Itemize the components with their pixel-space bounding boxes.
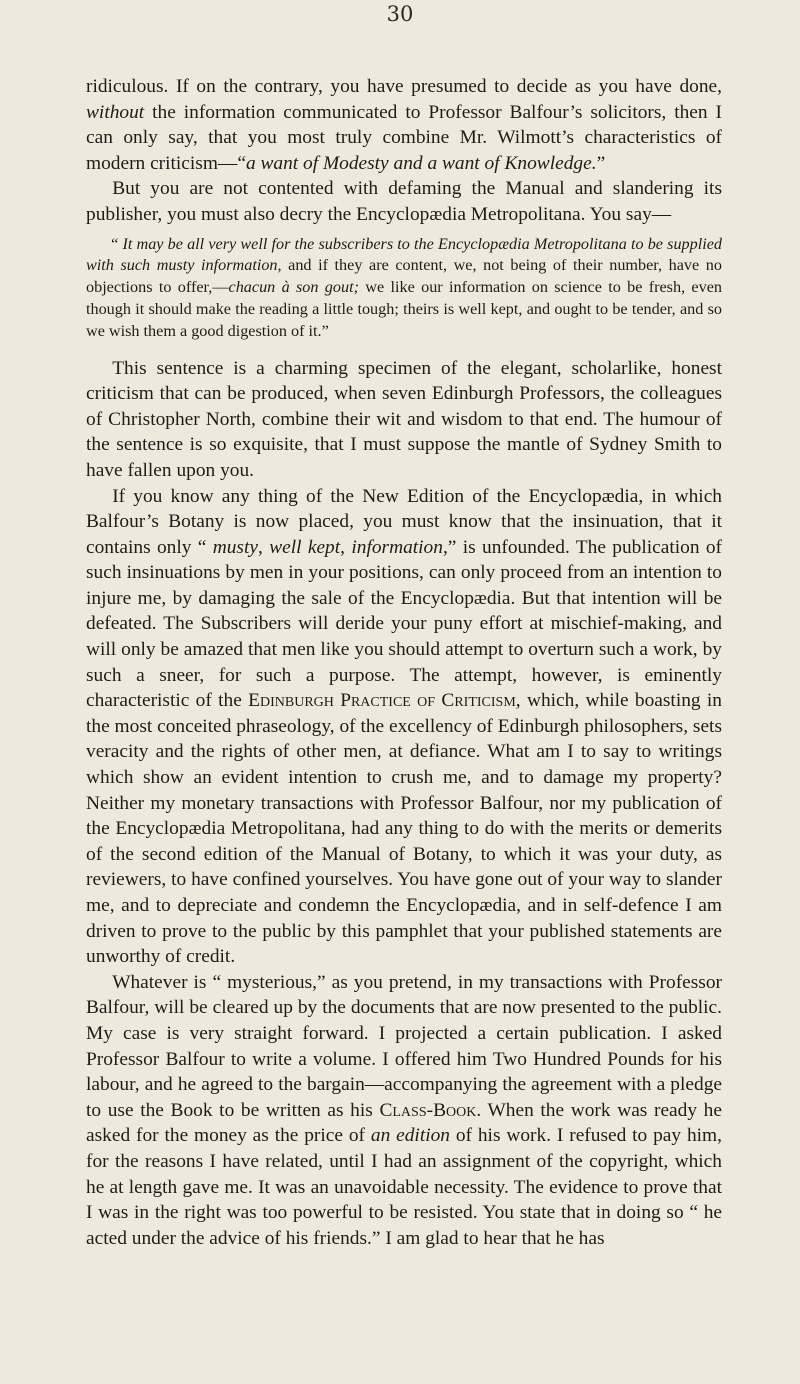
text-run: This sentence is a charming specimen of the elegant, scholarlike, honest criticism that can be produced, when seven Edinburgh Professors, the colleagues of Christopher North, combine their wit and wisdom to that end. The humour of the sentence is so exquisite, that I must suppose the mantle of Sydney Smith to have fallen upon you. bbox=[86, 357, 722, 481]
text-run: ” bbox=[596, 152, 606, 174]
text-run: , bbox=[257, 536, 270, 558]
text-run: and if they are content, we, not being of their number, have no objections to offer,— bbox=[86, 256, 722, 297]
italic-text: musty bbox=[212, 536, 258, 558]
small-caps-text: Edinburgh Practice of Criticism bbox=[248, 690, 516, 712]
body-text bbox=[86, 74, 722, 1251]
paragraph bbox=[86, 356, 722, 484]
italic-text: chacun à son gout; bbox=[228, 278, 359, 297]
page-number: 30 bbox=[386, 2, 414, 26]
text-run: ,” is unfounded. The publication of such insinuations by men in your positions, can only proceed from an intention to injure me, by damaging the sale of the Encyclopædia. But that intention will be defeated. The Subscribers will deride your puny effort at mischief-making, and will only be amazed that men like you should attempt to overturn such a work, by such a sneer, for such a purpose. The attempt, however, is eminently characteristic of the bbox=[86, 536, 723, 712]
italic-text: an edition bbox=[370, 1125, 450, 1147]
text-run: , which, while boasting in the most conceited phraseology, of the excellency of Edinburgh philosophers, sets veracity and the rights of other men, at defiance. What am I to say to writings which show an evident intention to crush me, and to damage my property? Neither my monetary transactions with Professor Balfour, nor my publication of the Encyclopædia Metropolitana, had any thing to do with the merits or demerits of the second edition of the Manual of Botany, to which it was your duty, as reviewers, to have confined yourselves. You have gone out of your way to slander me, and to depreciate and condemn the Encyclopædia, and in self-defence I am driven to prove to the public by this pamphlet that your published statements are unworthy of credit. bbox=[86, 690, 722, 968]
block-quote bbox=[86, 234, 722, 343]
text-run: we like our information on science to be fresh, even though it should make the reading a little tough; theirs is well kept, and ought to be tender, and so we wish them a good digestion of it.” bbox=[86, 278, 722, 340]
italic-text: It may be all very well for the subscribers to the Encyclopædia Metropolitana to be supplied with such musty information, bbox=[86, 234, 722, 275]
text-run: the information communicated to Professor Balfour’s solicitors, then I can only say, that you most truly combine Mr. Wilmott’s characteristics of modern criticism—“ bbox=[86, 101, 722, 174]
italic-text: well kept bbox=[269, 536, 341, 558]
text-run: “ bbox=[111, 234, 123, 253]
text-run: . When the work was ready he asked for the money as the price of bbox=[86, 1099, 722, 1147]
paragraph bbox=[86, 176, 722, 227]
paragraph bbox=[86, 970, 722, 1252]
text-run: Whatever is “ mysterious,” as you pretend, in my transactions with Professor Balfour, will be cleared up by the documents that are now presented to the public. My case is very straight forward. I projected a certain publication. I asked Professor Balfour to write a volume. I offered him Two Hundred Pounds for his labour, and he agreed to the bargain—accompanying the agreement with a pledge to use the Book to be written as his bbox=[86, 971, 722, 1121]
text-run: ridiculous. If on the contrary, you have presumed to decide as you have done, bbox=[86, 76, 722, 97]
paragraph bbox=[86, 74, 722, 176]
small-caps-text: Class-Book bbox=[379, 1099, 477, 1121]
text-run: , bbox=[340, 536, 352, 558]
text-run: But you are not contented with defaming the Manual and slandering its publisher, you must also decry the Encyclopædia Metropolitana. You say— bbox=[86, 178, 722, 225]
italic-text: without bbox=[86, 101, 145, 123]
text-run: If you know any thing of the New Edition of the Encyclopædia, in which Balfour’s Botany is now placed, you must know that the insinuation, that it contains only “ bbox=[86, 485, 722, 558]
italic-text: a want of Modesty and a want of Knowledge. bbox=[245, 152, 597, 174]
paragraph bbox=[86, 484, 722, 970]
italic-text: information bbox=[351, 536, 443, 558]
text-run: of his work. I refused to pay him, for the reasons I have related, until I had an assignment of the copyright, which he at length gave me. It was an unavoidable necessity. The evidence to prove that I was in the right was too powerful to be resisted. You state that in doing so “ he acted under the advice of his friends.” I am glad to hear that he has bbox=[86, 1125, 722, 1249]
